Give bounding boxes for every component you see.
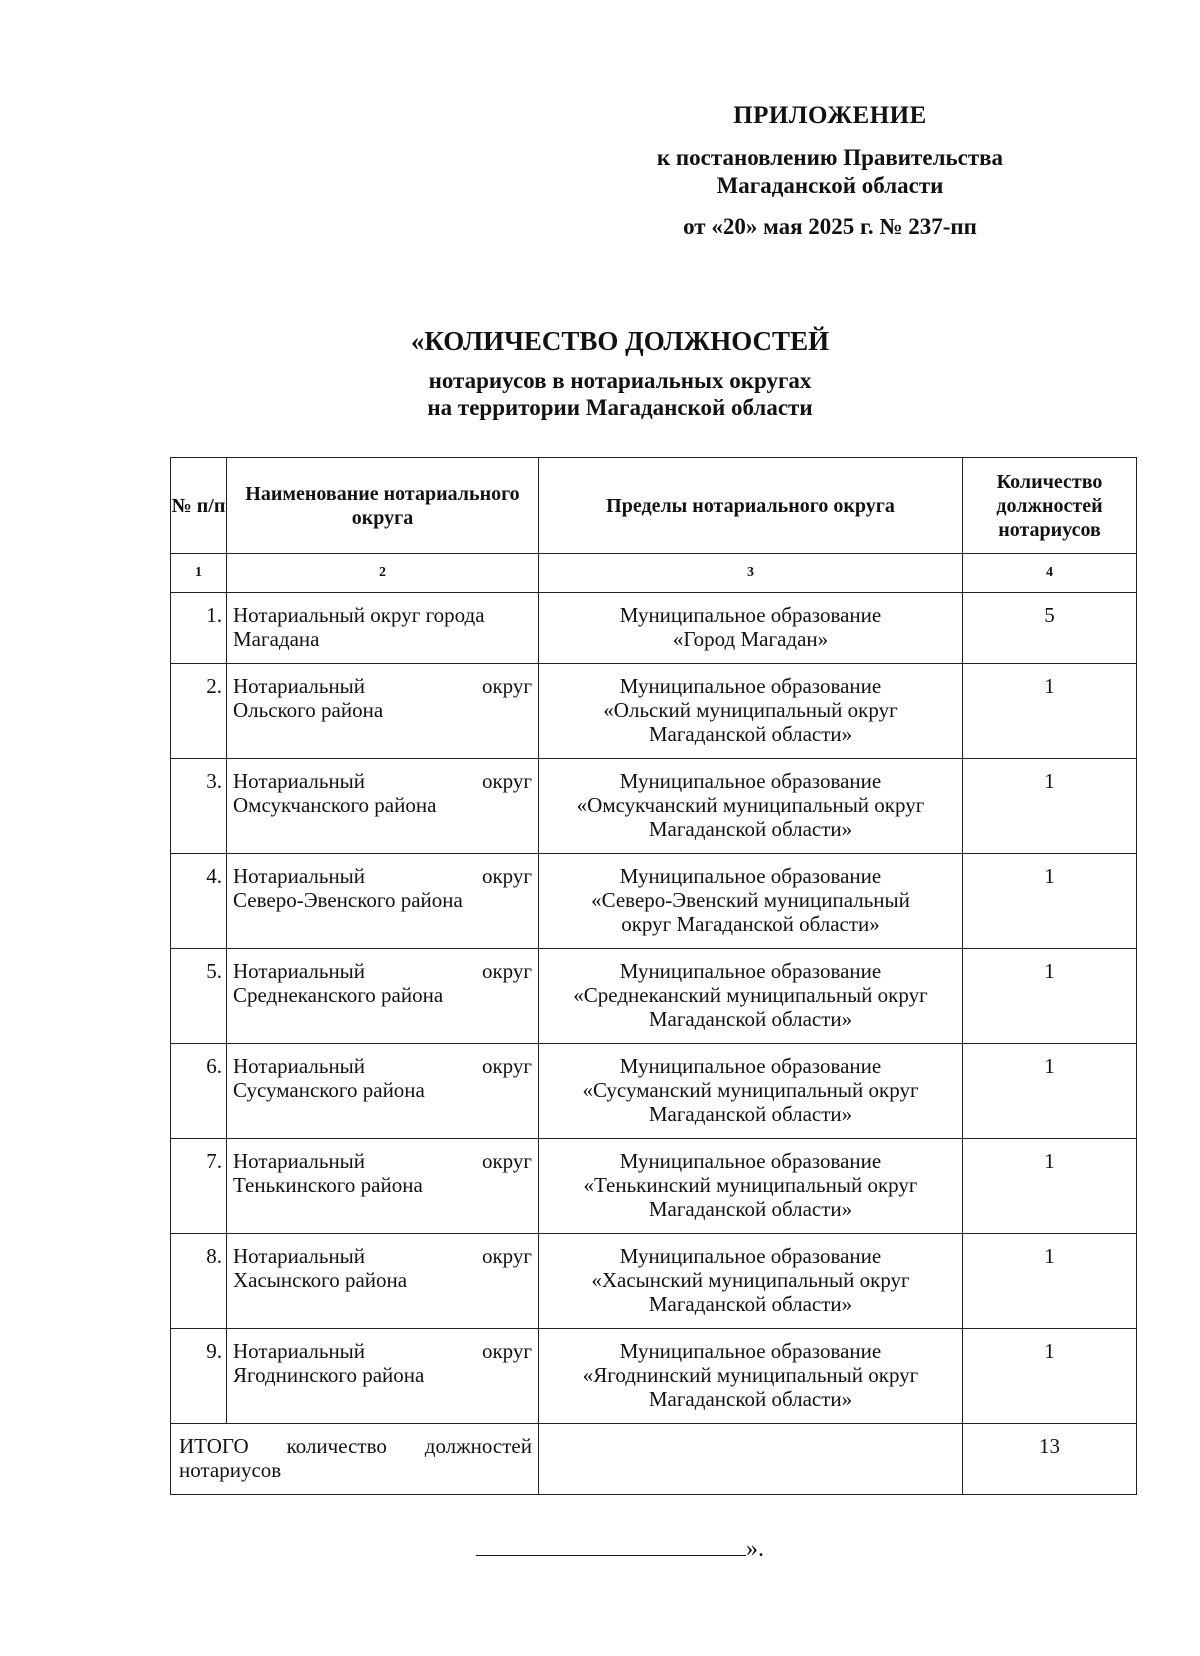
annex-date: от «20» мая 2025 г. № 237-пп — [683, 214, 977, 239]
row-count: 1 — [963, 1234, 1137, 1329]
table-row — [171, 664, 1137, 759]
row-limits — [539, 593, 963, 664]
row-count: 5 — [963, 593, 1137, 664]
row-limits — [539, 949, 963, 1044]
row-district-name — [227, 1044, 539, 1139]
row-limits-line-1: Муниципальное образование — [619, 769, 882, 793]
row-limits-line-2: «Среднеканский муниципальный округ — [573, 983, 928, 1007]
row-limits-line-2: «Ягоднинский муниципальный округ — [582, 1363, 919, 1387]
row-limits — [539, 759, 963, 854]
row-limits-line-3: Магаданской области» — [648, 1007, 853, 1031]
row-limits-line-2: «Город Магадан» — [672, 627, 829, 651]
row-count: 1 — [963, 1329, 1137, 1424]
table-row — [171, 1139, 1137, 1234]
row-limits — [539, 854, 963, 949]
row-limits-line-3: Магаданской области» — [648, 1387, 853, 1411]
row-name-word-2: округ — [481, 1149, 532, 1173]
title-sub-1: нотариусов в нотариальных округах — [428, 368, 812, 393]
row-name-word-1: Нотариальный — [233, 1339, 366, 1363]
row-name-word-1: Нотариальный — [233, 864, 366, 888]
row-num: 9. — [171, 1329, 227, 1424]
row-count: 1 — [963, 1139, 1137, 1234]
col-number-4: 4 — [963, 554, 1137, 593]
row-limits — [539, 1234, 963, 1329]
annex-block — [560, 102, 1100, 240]
row-name-word-1: Нотариальный — [233, 1244, 366, 1268]
row-num: 1. — [171, 593, 227, 664]
row-limits-line-3: Магаданской области» — [648, 1102, 853, 1126]
table-row — [171, 949, 1137, 1044]
row-count: 1 — [963, 854, 1137, 949]
row-name-line-2: Северо-Эвенского района — [233, 888, 463, 912]
row-limits-line-1: Муниципальное образование — [619, 603, 882, 627]
row-limits-line-1: Муниципальное образование — [619, 864, 882, 888]
title-main: «КОЛИЧЕСТВО ДОЛЖНОСТЕЙ — [410, 326, 830, 356]
row-limits-line-3: Магаданской области» — [648, 817, 853, 841]
row-num: 2. — [171, 664, 227, 759]
header-count: Количество должностей нотариусов — [963, 458, 1137, 554]
row-name-line-2: Ягоднинского района — [233, 1363, 425, 1387]
row-limits — [539, 1044, 963, 1139]
row-limits-line-1: Муниципальное образование — [619, 1149, 882, 1173]
row-limits-line-3: округ Магаданской области» — [621, 912, 880, 936]
table-row — [171, 1329, 1137, 1424]
row-district-name — [227, 664, 539, 759]
total-label-line-1: ИТОГО количество должностей — [179, 1434, 532, 1458]
row-limits-line-1: Муниципальное образование — [619, 1054, 882, 1078]
row-name-line-2: Магадана — [233, 627, 320, 651]
row-limits-line-3: Магаданской области» — [648, 1292, 853, 1316]
row-name-word-2: округ — [481, 1054, 532, 1078]
table-row — [171, 759, 1137, 854]
column-number-row — [171, 554, 1137, 593]
row-limits — [539, 664, 963, 759]
total-row — [171, 1424, 1137, 1495]
row-name-word-2: округ — [481, 1339, 532, 1363]
row-count: 1 — [963, 664, 1137, 759]
row-name-word-2: округ — [481, 769, 532, 793]
row-name-word-1: Нотариальный — [233, 959, 366, 983]
row-limits-line-2: «Сусуманский муниципальный округ — [582, 1078, 919, 1102]
row-limits — [539, 1139, 963, 1234]
row-district-name — [227, 1329, 539, 1424]
row-limits-line-2: «Северо-Эвенский муниципальный — [591, 888, 910, 912]
closing-underline — [476, 1535, 746, 1556]
col-number-3: 3 — [539, 554, 963, 593]
row-district-name — [227, 593, 539, 664]
row-name-word-2: округ — [481, 674, 532, 698]
row-limits-line-1: Муниципальное образование — [619, 674, 882, 698]
row-count: 1 — [963, 759, 1137, 854]
closing-line — [476, 1535, 764, 1563]
row-name-line-2: Хасынского района — [233, 1268, 408, 1292]
row-limits-line-2: «Ольский муниципальный округ — [603, 698, 898, 722]
total-label — [171, 1424, 539, 1495]
row-name-word-2: округ — [481, 959, 532, 983]
row-limits-line-2: «Тенькинский муниципальный округ — [583, 1173, 918, 1197]
total-count: 13 — [963, 1424, 1137, 1495]
document-title — [300, 326, 940, 421]
row-num: 4. — [171, 854, 227, 949]
row-limits-line-1: Муниципальное образование — [619, 1339, 882, 1363]
total-limits-empty — [539, 1424, 963, 1495]
row-name-line-2: Тенькинского района — [233, 1173, 423, 1197]
row-district-name — [227, 1234, 539, 1329]
row-limits-line-3: Магаданской области» — [648, 1197, 853, 1221]
row-limits — [539, 1329, 963, 1424]
closing-quote: ». — [746, 1536, 764, 1562]
row-name-word-1: Нотариальный — [233, 769, 366, 793]
total-label-line-2: нотариусов — [179, 1458, 282, 1482]
row-name-line-2: Среднеканского района — [233, 983, 444, 1007]
table-row — [171, 1044, 1137, 1139]
row-limits-line-1: Муниципальное образование — [619, 1244, 882, 1268]
table-row — [171, 1234, 1137, 1329]
row-num: 3. — [171, 759, 227, 854]
col-number-2: 2 — [227, 554, 539, 593]
col-number-1: 1 — [171, 554, 227, 593]
row-name-word-1: Нотариальный — [233, 1149, 366, 1173]
row-num: 7. — [171, 1139, 227, 1234]
notary-districts-table — [170, 457, 1137, 1495]
header-name: Наименование нотариального округа — [227, 458, 539, 554]
annex-line-2: Магаданской области — [716, 173, 944, 198]
row-name-line-2: Ольского района — [233, 698, 384, 722]
header-num: № п/п — [171, 458, 227, 554]
row-num: 6. — [171, 1044, 227, 1139]
row-limits-line-2: «Хасынский муниципальный округ — [591, 1268, 910, 1292]
row-name-line-2: Сусуманского района — [233, 1078, 425, 1102]
annex-line-1: к постановлению Правительства — [656, 145, 1004, 170]
annex-heading: ПРИЛОЖЕНИЕ — [733, 102, 927, 129]
table-header-row — [171, 458, 1137, 554]
table-row — [171, 854, 1137, 949]
row-name-line-1: Нотариальный округ города — [233, 603, 485, 627]
table-row — [171, 593, 1137, 664]
row-district-name — [227, 1139, 539, 1234]
row-limits-line-1: Муниципальное образование — [619, 959, 882, 983]
row-count: 1 — [963, 949, 1137, 1044]
row-limits-line-2: «Омсукчанский муниципальный округ — [576, 793, 925, 817]
row-district-name — [227, 949, 539, 1044]
header-limits: Пределы нотариального округа — [539, 458, 963, 554]
row-name-word-2: округ — [481, 864, 532, 888]
row-limits-line-3: Магаданской области» — [648, 722, 853, 746]
row-name-word-2: округ — [481, 1244, 532, 1268]
row-name-word-1: Нотариальный — [233, 674, 366, 698]
row-count: 1 — [963, 1044, 1137, 1139]
row-num: 8. — [171, 1234, 227, 1329]
row-name-word-1: Нотариальный — [233, 1054, 366, 1078]
title-sub-2: на территории Магаданской области — [427, 395, 813, 420]
row-name-line-2: Омсукчанского района — [233, 793, 437, 817]
row-district-name — [227, 854, 539, 949]
row-district-name — [227, 759, 539, 854]
row-num: 5. — [171, 949, 227, 1044]
